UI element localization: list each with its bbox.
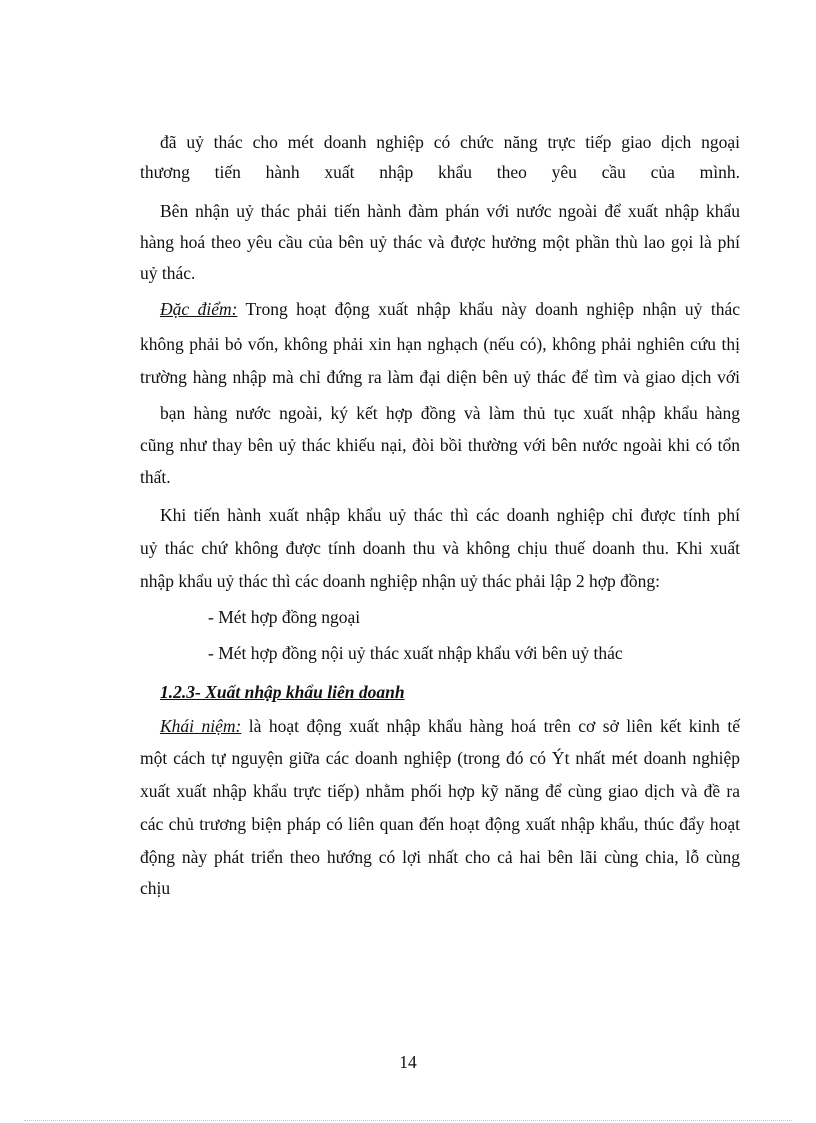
paragraph-line: thất. (140, 467, 171, 487)
page-number: 14 (399, 1052, 417, 1072)
paragraph-line: uỷ thác chứ không được tính doanh thu và không chịu thuế doanh thu. Khi xuất (140, 538, 740, 558)
paragraph-line: các chủ trương biện pháp có liên quan đến hoạt động xuất nhập khẩu, thúc đẩy hoạt (140, 814, 740, 834)
paragraph-text: là hoạt động xuất nhập khẩu hàng hoá trên cơ sở liên kết kinh tế (241, 716, 740, 736)
list-item: - Mét hợp đồng nội uỷ thác xuất nhập khẩu với bên uỷ thác (208, 643, 623, 663)
paragraph-line: Khi tiến hành xuất nhập khẩu uỷ thác thì các doanh nghiệp chỉ được tính phí (160, 505, 740, 525)
footer-divider (24, 1120, 792, 1121)
paragraph-line: Bên nhận uỷ thác phải tiến hành đàm phán với nước ngoài để xuất nhập khẩu (160, 201, 740, 221)
paragraph-line: thương tiến hành xuất nhập khẩu theo yêu cầu của mình. (140, 162, 740, 182)
paragraph-line: một cách tự nguyện giữa các doanh nghiệp (trong đó có Ýt nhất mét doanh nghiệp (140, 748, 740, 768)
paragraph-line: trường hàng nhập mà chỉ đứng ra làm đại diện bên uỷ thác để tìm và giao dịch với (140, 367, 740, 387)
section-heading: 1.2.3- Xuất nhập khẩu liên doanh (160, 682, 405, 702)
paragraph-line: đã uỷ thác cho mét doanh nghiệp có chức năng trực tiếp giao dịch ngoại (160, 132, 740, 152)
paragraph-line: hàng hoá theo yêu cầu của bên uỷ thác và được hưởng một phần thù lao gọi là phí (140, 232, 740, 252)
paragraph-line: động này phát triển theo hướng có lợi nhất cho cả hai bên lãi cùng chia, lỗ cùng (140, 847, 740, 867)
paragraph-line: nhập khẩu uỷ thác thì các doanh nghiệp nhận uỷ thác phải lập 2 hợp đồng: (140, 571, 661, 591)
paragraph-line (160, 714, 740, 738)
paragraph-line: không phải bỏ vốn, không phải xin hạn nghạch (nếu có), không phải nghiên cứu thị (140, 334, 740, 354)
paragraph-text: Trong hoạt động xuất nhập khẩu này doanh nghiệp nhận uỷ thác (237, 299, 740, 319)
list-item: - Mét hợp đồng ngoại (208, 607, 361, 627)
paragraph-line (160, 297, 740, 321)
paragraph-line: xuất xuất nhập khẩu trực tiếp) nhằm phối hợp kỹ năng để cùng giao dịch và đề ra (140, 781, 740, 801)
paragraph-line: uỷ thác. (140, 263, 196, 283)
definition-label: Khái niệm: (160, 716, 242, 736)
characteristics-label: Đặc điểm: (160, 299, 238, 319)
paragraph-line: chịu (140, 878, 171, 898)
paragraph-line: cũng như thay bên uỷ thác khiếu nại, đòi bồi thường với bên nước ngoài khi có tổn (140, 435, 740, 455)
paragraph-line: bạn hàng nước ngoài, ký kết hợp đồng và làm thủ tục xuất nhập khẩu hàng (160, 403, 740, 423)
